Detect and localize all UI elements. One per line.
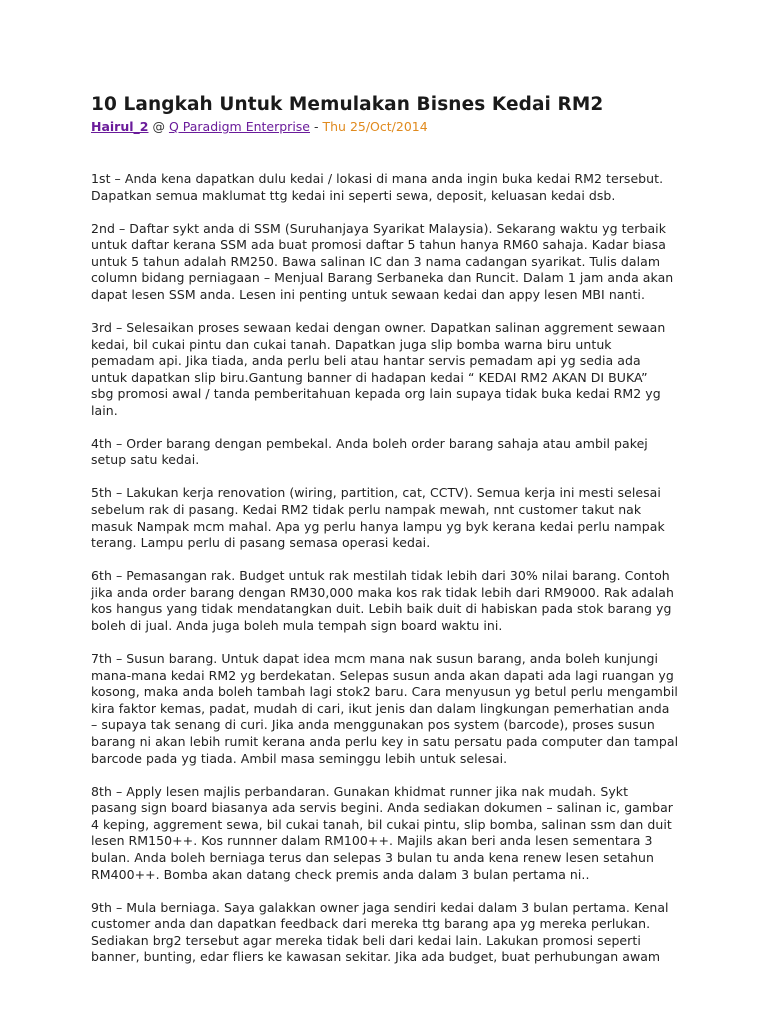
paragraph (91, 320, 687, 420)
paragraph-line: barcode pada yg tiada. Ambil masa seminggu lebih untuk selesai. (91, 750, 508, 766)
paragraph-line: kosong, maka anda boleh tambah lagi stok2 baru. Cara menyusun yg betul perlu mengambil (91, 684, 678, 700)
meta-separator: - (313, 119, 319, 134)
paragraph-line: 2nd – Daftar sykt anda di SSM (Suruhanjaya Syarikat Malaysia). Sekarang waktu yg terbaik (91, 220, 666, 236)
paragraph-line: barang ni akan lebih rumit kerana anda perlu key in satu persatu pada computer dan tampal (91, 733, 679, 749)
paragraph-line: jika anda order barang dengan RM30,000 maka kos rak tidak lebih dari RM9000. Rak adalah (91, 584, 674, 600)
paragraph-line: kira faktor kemas, padat, mudah di cari, ikut jenis dan dalam lingkungan pemerhatian anda (91, 700, 670, 716)
author-link[interactable]: Hairul_2 (91, 119, 149, 134)
article-body (91, 171, 687, 966)
article-meta (91, 118, 687, 135)
paragraph-line: masuk Nampak mcm mahal. Apa yg perlu hanya lampu yg byk kerana kedai perlu nampak (91, 518, 665, 534)
paragraph-line: lesen RM150++. Kos runnner dalam RM100++. Majils akan beri anda lesen sementara 3 (91, 833, 653, 849)
paragraph-line: sebelum rak di pasang. Kedai RM2 tidak perlu nampak mewah, nnt customer takut nak (91, 502, 642, 518)
paragraph-line: customer anda dan dapatkan feedback dari mereka ttg barang apa yg mereka perlukan. (91, 916, 651, 932)
paragraph-line: 4 keping, aggrement sewa, bil cukai tanah, bil cukai pintu, slip bomba, salinan ssm dan duit (91, 816, 672, 832)
paragraph-line: bulan. Anda boleh berniaga terus dan selepas 3 bulan tu anda kena renew lesen setahun (91, 849, 654, 865)
paragraph (91, 485, 687, 551)
paragraph-line: 1st – Anda kena dapatkan dulu kedai / lokasi di mana anda ingin buka kedai RM2 tersebut. (91, 171, 664, 186)
paragraph-line: kedai, bil cukai pintu dan cukai tanah. Dapatkan juga slip bomba warna biru untuk (91, 336, 612, 352)
paragraph-line: untuk dapatkan slip biru.Gantung banner di hadapan kedai “ KEDAI RM2 AKAN DI BUKA” (91, 369, 648, 385)
article-title: 10 Langkah Untuk Memulakan Bisnes Kedai RM2 (91, 94, 604, 115)
paragraph-line: 8th – Apply lesen majlis perbandaran. Gunakan khidmat runner jika nak mudah. Sykt (91, 783, 629, 799)
paragraph-line: column bidang perniagaan – Menjual Barang Serbaneka dan Runcit. Dalam 1 jam anda akan (91, 270, 674, 286)
paragraph-line: lain. (91, 402, 118, 418)
paragraph-line: 6th – Pemasangan rak. Budget untuk rak mestilah tidak lebih dari 30% nilai barang. Contoh (91, 568, 670, 584)
paragraph (91, 568, 687, 634)
paragraph-line: pemadam api. Jika tiada, anda perlu beli atau hantar servis pemadam api yg sedia ada (91, 353, 641, 369)
paragraph (91, 651, 687, 767)
paragraph-line: RM400++. Bomba akan datang check premis anda dalam 3 bulan pertama ni.. (91, 866, 590, 882)
paragraph-line: terang. Lampu perlu di pasang semasa operasi kedai. (91, 535, 431, 551)
paragraph-line: 5th – Lakukan kerja renovation (wiring, partition, cat, CCTV). Semua kerja ini mesti selesai (91, 485, 661, 501)
paragraph-line: Sediakan brg2 tersebut agar mereka tidak beli dari kedai lain. Lakukan promosi seperti (91, 932, 641, 948)
post-date: Thu 25/Oct/2014 (322, 119, 428, 134)
article (91, 94, 687, 982)
paragraph-line: 7th – Susun barang. Untuk dapat idea mcm mana nak susun barang, anda boleh kunjungi (91, 651, 658, 666)
paragraph-line: untuk daftar kerana SSM ada buat promosi daftar 5 tahun hanya RM60 sahaja. Kadar biasa (91, 237, 666, 253)
paragraph (91, 900, 687, 966)
paragraph (91, 784, 687, 884)
paragraph-line: – supaya tak senang di curi. Jika anda menggunakan pos system (barcode), proses susun (91, 717, 655, 733)
company-link[interactable]: Q Paradigm Enterprise (168, 119, 310, 134)
paragraph-line: sbg promosi awal / tanda pemberitahuan kepada org lain supaya tidak buka kedai RM2 yg (91, 386, 661, 402)
paragraph-line: 9th – Mula berniaga. Saya galakkan owner jaga sendiri kedai dalam 3 bulan pertama. Kenal (91, 899, 669, 915)
paragraph-line: kos hangus yang tidak mendatangkan duit. Lebih baik duit di habiskan pada stok barang yg (91, 601, 672, 617)
paragraph-line: banner, bunting, edar fliers ke kawasan sekitar. Jika ada budget, buat perhubungan awam (91, 949, 661, 965)
paragraph (91, 436, 687, 469)
paragraph-line: Dapatkan semua maklumat ttg kedai ini seperti sewa, deposit, keluasan kedai dsb. (91, 187, 616, 203)
paragraph-line: pasang sign board biasanya ada servis begini. Anda sediakan dokumen – salinan ic, gambar (91, 800, 673, 816)
paragraph-line: untuk 5 tahun adalah RM250. Bawa salinan IC dan 3 nama cadangan syarikat. Tulis dalam (91, 253, 661, 269)
paragraph-line: boleh di jual. Anda juga boleh mula tempah sign board waktu ini. (91, 618, 503, 634)
paragraph-line: 3rd – Selesaikan proses sewaan kedai dengan owner. Dapatkan salinan aggrement sewaan (91, 319, 666, 335)
at-symbol: @ (152, 119, 165, 134)
paragraph-line: setup satu kedai. (91, 452, 200, 468)
paragraph (91, 221, 687, 304)
paragraph-line: mana-mana kedai RM2 yg berdekatan. Selepas susun anda akan dapati ada lagi ruangan yg (91, 667, 674, 683)
paragraph (91, 171, 687, 204)
paragraph-line: dapat lesen SSM anda. Lesen ini penting untuk sewaan kedai dan appy lesen MBI nanti. (91, 286, 645, 302)
paragraph-line: 4th – Order barang dengan pembekal. Anda boleh order barang sahaja atau ambil pakej (91, 435, 648, 451)
